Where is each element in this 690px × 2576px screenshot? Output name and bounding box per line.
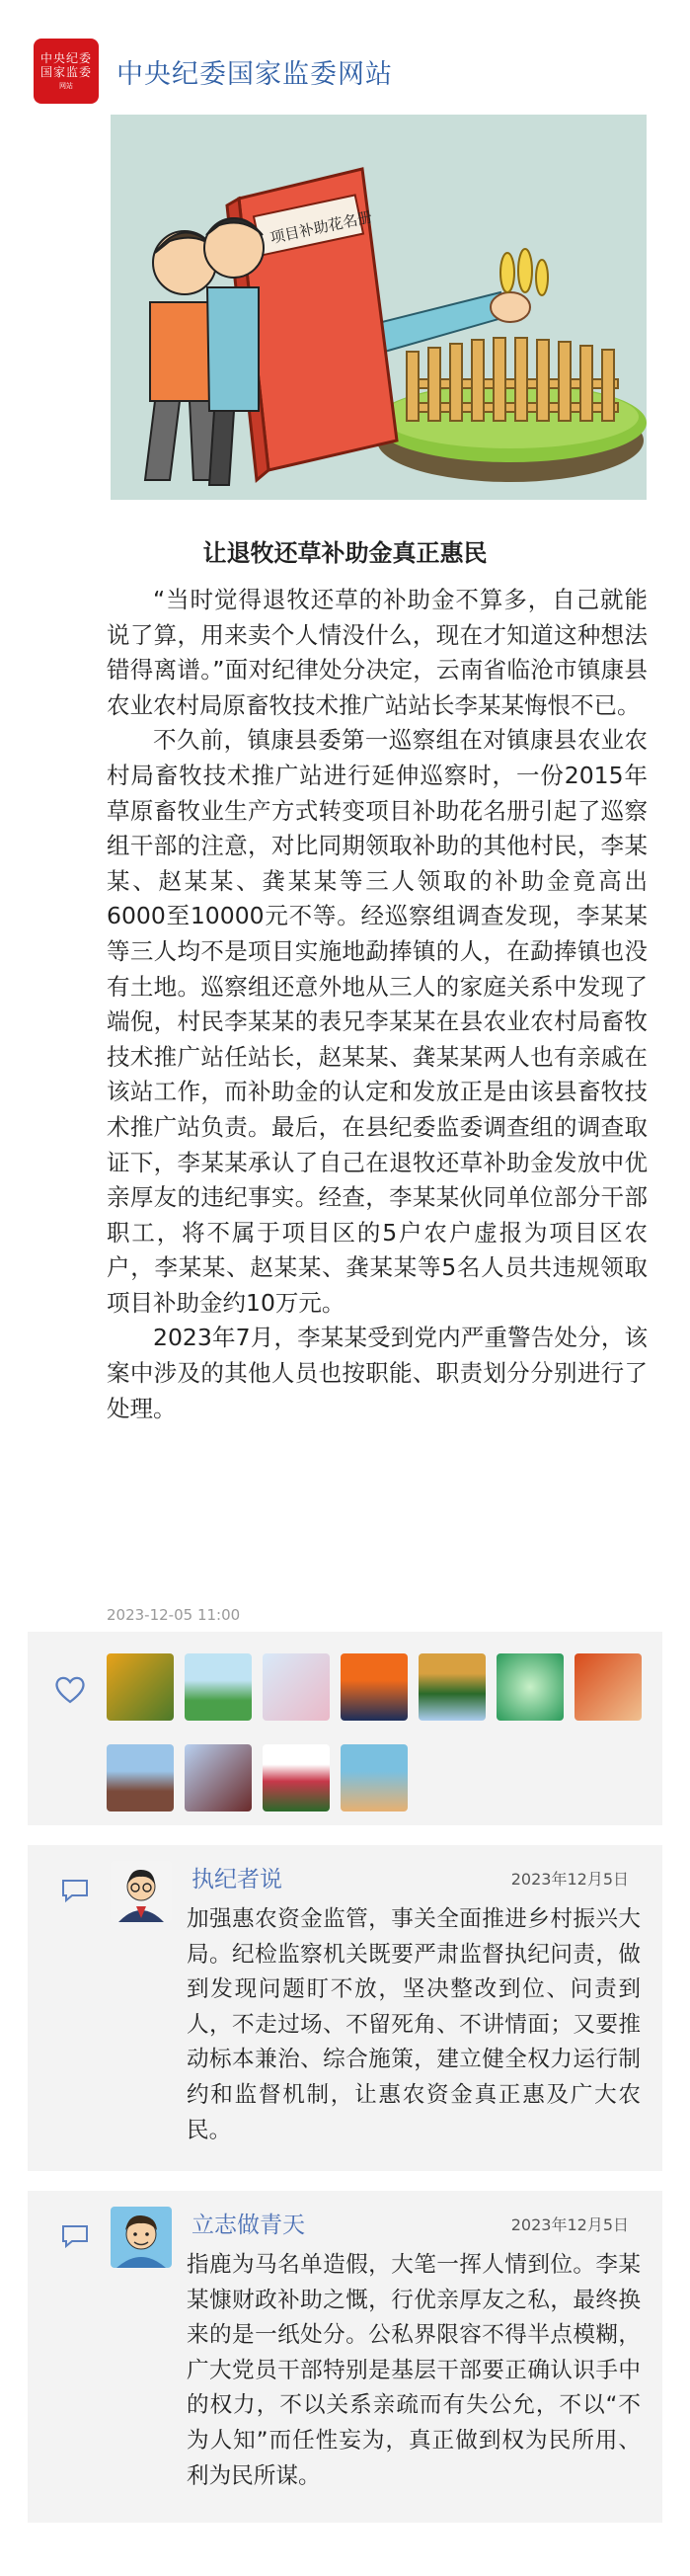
comment-icon[interactable] [61,1879,89,1902]
comment-text: 加强惠农资金监管，事关全面推进乡村振兴大局。纪检监察机关既要严肃监督执纪问责，做到发现问题盯不放，坚决整改到位、问责到人，不走过场、不留死角、不讲情面；又要推动标本兼治、综合施策，建立健全权力运行制约和监督机制，让惠农资金真正惠及广大农民。 [187,1906,641,2143]
article-title: 让退牧还草补助金真正惠民 [202,539,488,567]
article-illustration [111,115,647,500]
liker-avatar[interactable] [263,1744,330,1811]
liker-avatar[interactable] [575,1653,642,1721]
site-logo[interactable] [34,39,99,104]
site-name[interactable]: 中央纪委国家监委网站 [116,58,393,90]
liker-avatar[interactable] [497,1653,564,1721]
liker-avatar[interactable] [107,1744,174,1811]
article-paragraph: 2023年7月，李某某受到党内严重警告处分，该案中涉及的其他人员也按职能、职责划分分别进行了处理。 [107,1324,648,1422]
comment-date: 2023年12月5日 [510,1870,629,1889]
commenter-name[interactable]: 立志做青天 [192,2213,305,2238]
liker-avatar[interactable] [341,1653,408,1721]
logo-line-2: 国家监委 [39,64,92,79]
comment-text: 指鹿为马名单造假，大笔一挥人情到位。李某某慷财政补助之慨，行优亲厚友之私，最终换来的是一纸处分。公私界限容不得半点模糊，广大党员干部特别是基层干部要正确认识手中的权力，不以关系亲疏而有失公允，不以“不为人知”而任性妄为，真正做到权为民所用、利为民所谋。 [187,2252,641,2489]
liker-avatar[interactable] [185,1653,252,1721]
article-body [107,583,648,1426]
liker-avatar[interactable] [419,1653,486,1721]
comment-icon[interactable] [61,2224,89,2248]
liker-avatar[interactable] [185,1744,252,1811]
comment-card [28,1845,662,2171]
article-paragraph: “当时觉得退牧还草的补助金不算多，自己就能说了算，用来卖个人情没什么，现在才知道这种想法错得离谱。”面对纪律处分决定，云南省临沧市镇康县农业农村局原畜牧技术推广站站长李某某悔恨不已。 [107,586,648,719]
logo-line-3: 网站 [59,81,73,90]
book-title: 项目补助花名册 [268,207,374,248]
commenter-name[interactable]: 执纪者说 [192,1867,282,1892]
likes-panel [28,1632,662,1825]
liker-avatar[interactable] [341,1744,408,1811]
heart-icon[interactable] [53,1673,87,1707]
commenter-avatar[interactable] [111,1861,172,1922]
comment-card [28,2191,662,2523]
logo-line-1: 中央纪委 [39,51,92,66]
comment-date: 2023年12月5日 [510,2215,629,2234]
site-header [34,36,393,107]
publish-date: 2023-12-05 11:00 [107,1606,241,1624]
liker-avatar[interactable] [263,1653,330,1721]
liker-avatar[interactable] [107,1653,174,1721]
commenter-avatar[interactable] [111,2207,172,2268]
article-paragraph: 不久前，镇康县委第一巡察组在对镇康县农业农村局畜牧技术推广站进行延伸巡察时，一份2015年草原畜牧业生产方式转变项目补助花名册引起了巡察组干部的注意，对比同期领取补助的其他村民，李某某、赵某某、龚某某等三人领取的补助金竟高出6000至10000元不等。经巡察组调查发现，李某某等三人均不是项目实施地勐捧镇的人，在勐捧镇也没有土地。巡察组还意外地从三人的家庭关系中发现了端倪，村民李某某的表兄李某某在县农业农村局畜牧技术推广站任站长，赵某某、龚某某两人也有亲戚在该站工作，而补助金的认定和发放正是由该县畜牧技术推广站负责。最后，在县纪委监委调查组的调查取证下，李某某承认了自己在退牧还草补助金发放中优亲厚友的违纪事实。经查，李某某伙同单位部分干部职工，将不属于项目区的5户农户虚报为项目区农户，李某某、赵某某、龚某某等5名人员共违规领取项目补助金约10万元。 [107,726,648,1317]
